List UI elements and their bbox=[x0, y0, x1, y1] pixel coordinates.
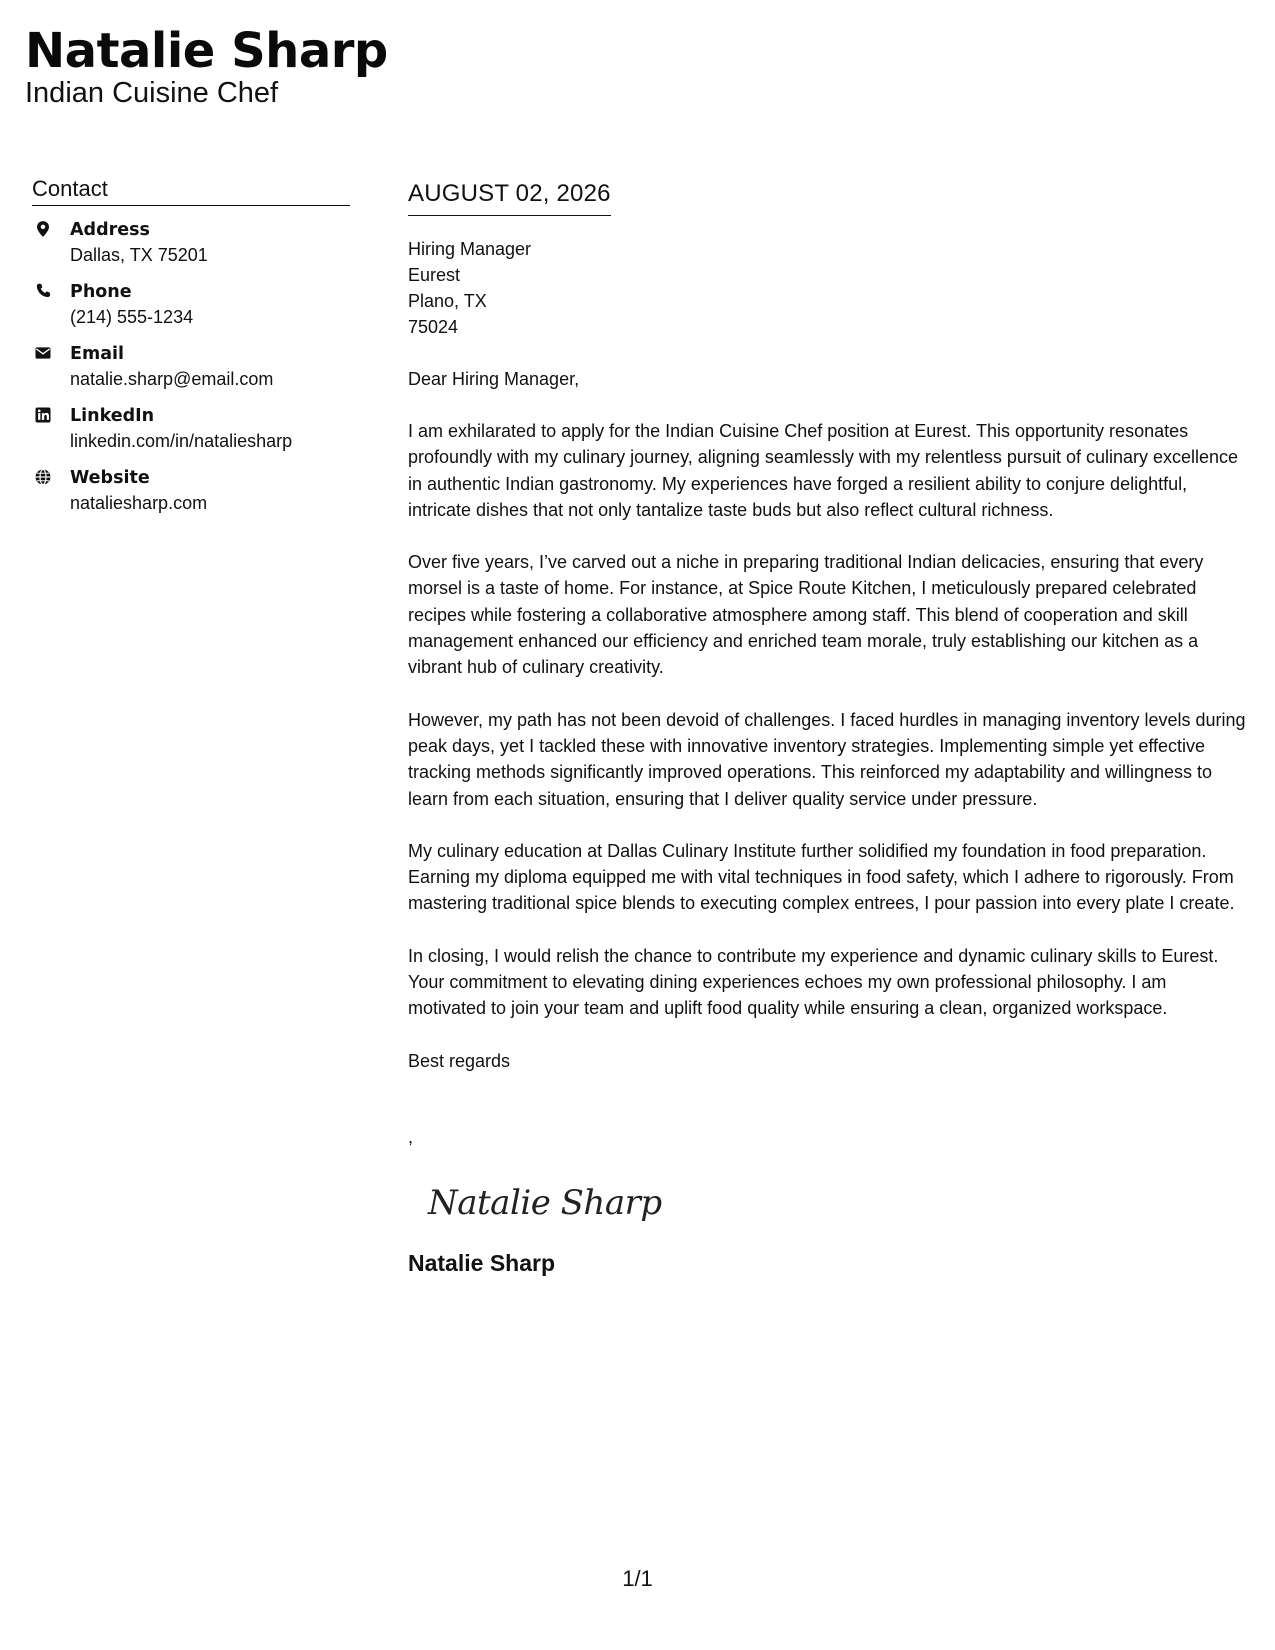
letter-paragraph: However, my path has not been devoid of challenges. I faced hurdles in managing inventory levels during peak days, yet I tackled these with innovative inventory strategies. Implementing simple yet effective tracking methods significantly improved operations. This reinforced my adaptability and willingness to learn from each situation, ensuring that I deliver quality service under pressure. bbox=[408, 709, 1246, 809]
contact-label: Address bbox=[70, 220, 150, 240]
recipient-block bbox=[408, 236, 1248, 340]
recipient-company: Eurest bbox=[408, 265, 461, 285]
location-pin-icon bbox=[34, 220, 52, 238]
contact-value: natalie.sharp@email.com bbox=[70, 369, 274, 389]
contact-label: Website bbox=[70, 468, 150, 488]
svg-text:Natalie Sharp: Natalie Sharp bbox=[428, 1182, 662, 1223]
phone-icon bbox=[34, 282, 52, 300]
letter-paragraph: In closing, I would relish the chance to contribute my experience and dynamic culinary skills to Eurest. Your commitment to elevating dining experiences echoes my own professional philosophy. I am motivated to join your team and uplift food quality while ensuring a clean, organized workspace. bbox=[408, 945, 1219, 1019]
contact-item-phone bbox=[32, 280, 352, 330]
linkedin-icon bbox=[34, 406, 52, 424]
salutation: Dear Hiring Manager, bbox=[408, 369, 580, 389]
contact-item-linkedin bbox=[32, 404, 352, 454]
contact-value: linkedin.com/in/nataliesharp bbox=[70, 431, 293, 451]
contact-item-email bbox=[32, 342, 352, 392]
contact-value: (214) 555-1234 bbox=[70, 307, 194, 327]
signer-name: Natalie Sharp bbox=[408, 1249, 555, 1276]
contact-heading: Contact bbox=[32, 175, 350, 206]
closing-comma: , bbox=[408, 1126, 414, 1147]
contact-label: Phone bbox=[70, 282, 132, 302]
contact-item-address bbox=[32, 218, 352, 268]
letter-paragraph: My culinary education at Dallas Culinary Institute further solidified my foundation in food preparation. Earning my diploma equipped me with vital techniques in food safety, which I adhere to rigorously. From mastering traditional spice blends to executing complex entrees, I pour passion into every plate I create. bbox=[408, 840, 1235, 914]
recipient-city: Plano, TX bbox=[408, 291, 487, 311]
signature-image bbox=[426, 1178, 666, 1228]
contact-label: Email bbox=[70, 344, 124, 364]
contact-list bbox=[32, 218, 352, 516]
contact-value: nataliesharp.com bbox=[70, 493, 208, 513]
globe-icon bbox=[34, 468, 52, 486]
resume-header bbox=[25, 22, 388, 110]
page-number: 1/1 bbox=[622, 1566, 653, 1591]
recipient-zip: 75024 bbox=[408, 317, 459, 337]
letter-date: AUGUST 02, 2026 bbox=[408, 178, 611, 216]
contact-label: LinkedIn bbox=[70, 406, 155, 426]
closing: Best regards bbox=[408, 1050, 511, 1071]
recipient-name: Hiring Manager bbox=[408, 239, 532, 259]
letter-body bbox=[408, 178, 1248, 1278]
contact-value: Dallas, TX 75201 bbox=[70, 245, 208, 265]
letter-paragraph: I am exhilarated to apply for the Indian Cuisine Chef position at Eurest. This opportunity resonates profoundly with my culinary journey, aligning seamlessly with my relentless pursuit of culinary excellence in authentic Indian gastronomy. My experiences have forged a resilient ability to conjure delightful, intricate dishes that not only tantalize taste buds but also reflect cultural richness. bbox=[408, 421, 1239, 520]
contact-item-website bbox=[32, 466, 352, 516]
letter-paragraph: Over five years, I’ve carved out a niche in preparing traditional Indian delicacies, ensuring that every morsel is a taste of home. For instance, at Spice Route Kitchen, I meticulously prepared celebrated recipes while fostering a collaborative atmosphere among staff. This blend of cooperation and skill management enhanced our efficiency and enriched team morale, truly establishing our kitchen as a vibrant hub of culinary creativity. bbox=[408, 552, 1204, 678]
envelope-icon bbox=[34, 344, 52, 362]
contact-sidebar bbox=[32, 175, 352, 528]
applicant-title: Indian Cuisine Chef bbox=[25, 77, 279, 109]
applicant-name: Natalie Sharp bbox=[25, 23, 388, 79]
